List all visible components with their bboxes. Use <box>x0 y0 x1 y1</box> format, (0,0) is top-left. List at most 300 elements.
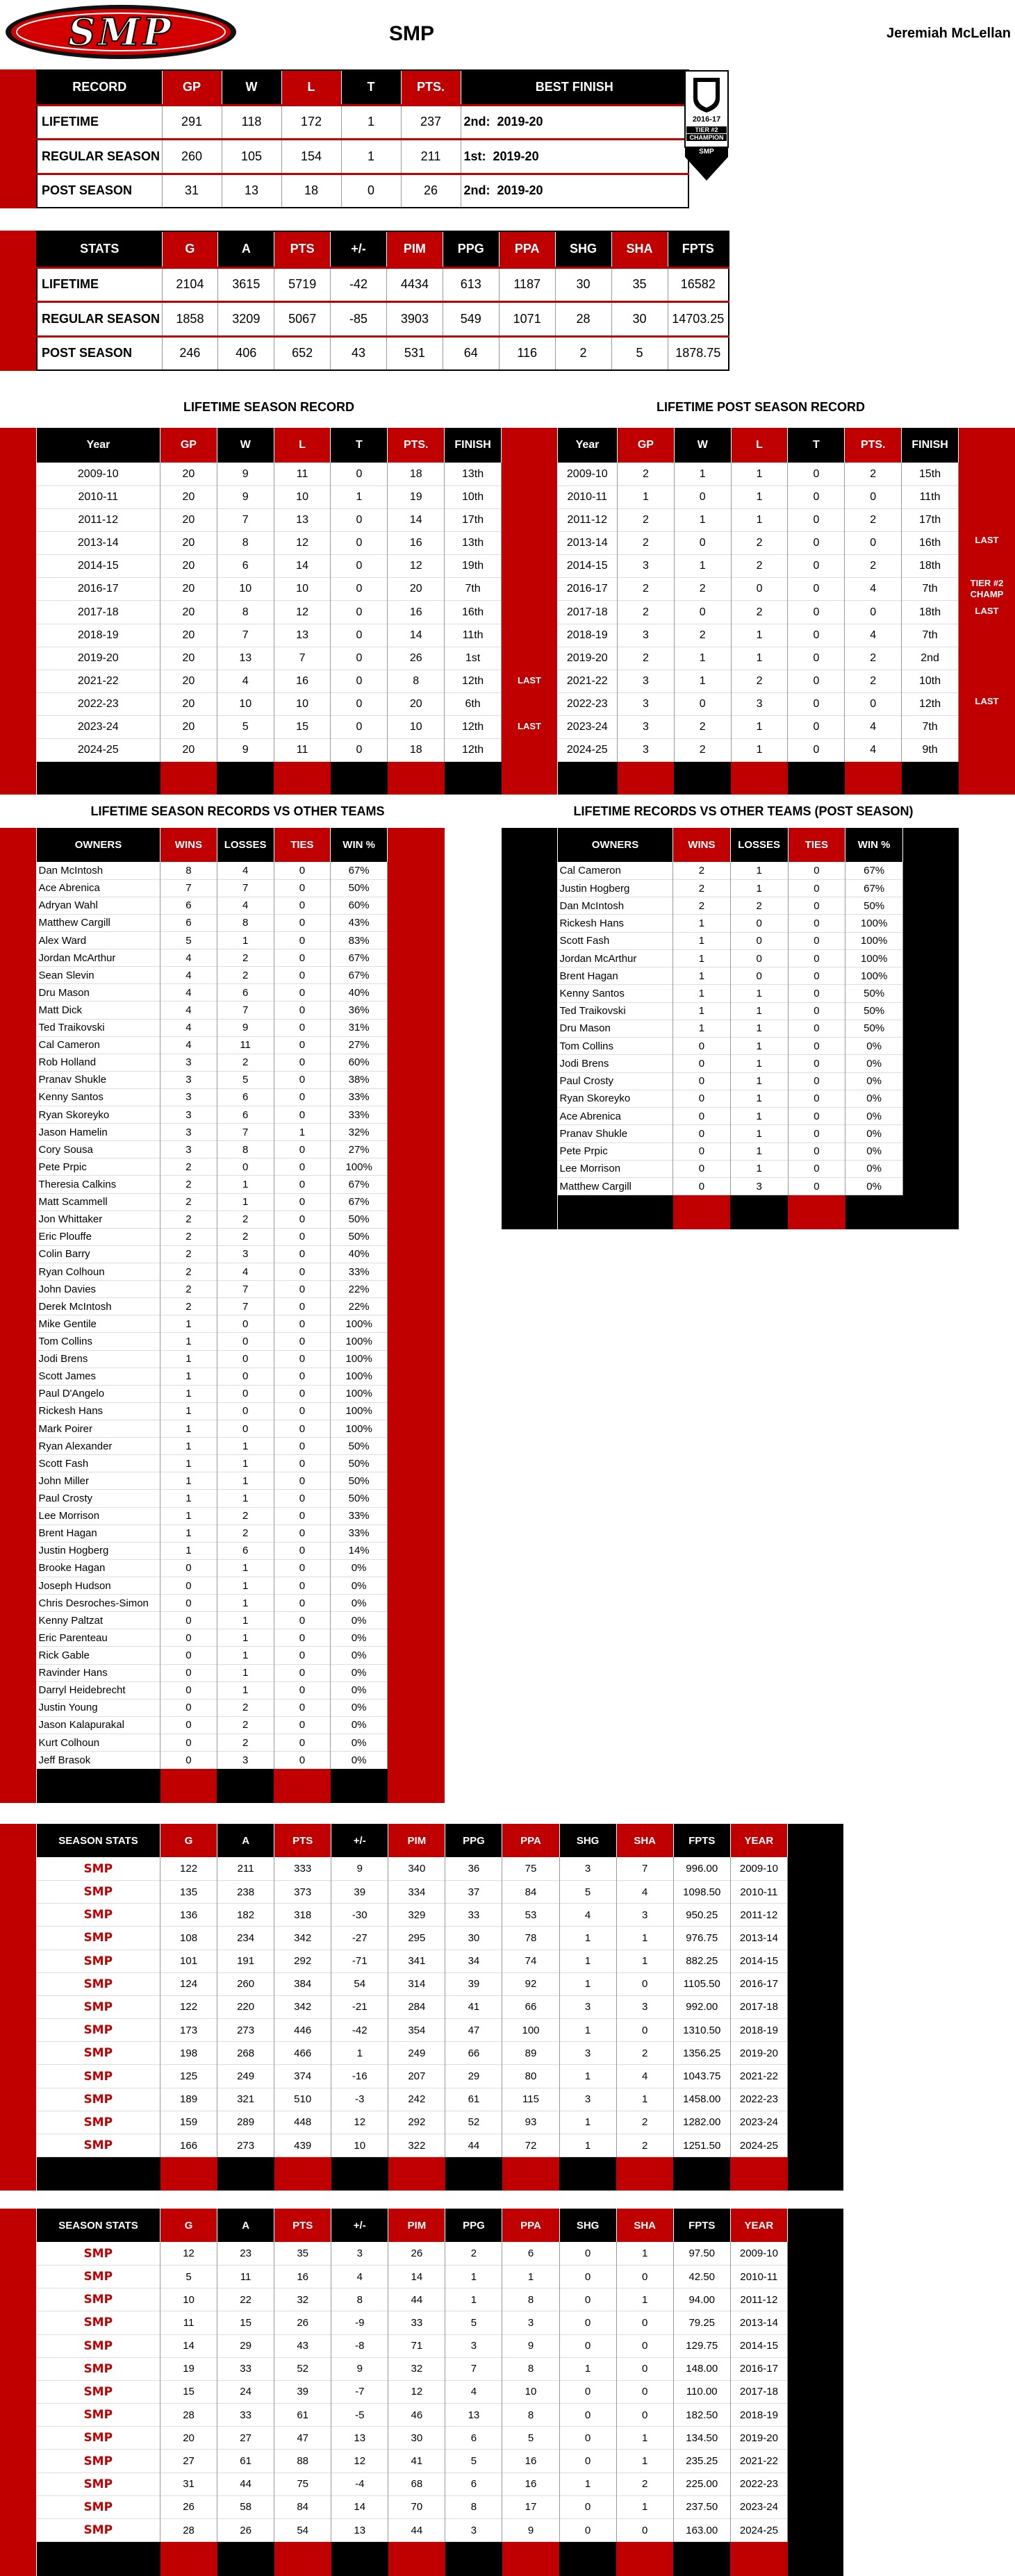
cell-value: 1 <box>730 862 788 879</box>
team-label: SMP <box>37 2265 160 2288</box>
post-season-row <box>558 508 959 531</box>
owner-name: Dan McIntosh <box>558 897 673 915</box>
cell-value: 0 <box>788 1142 845 1160</box>
footer-row <box>37 1769 388 1803</box>
vs-teams-post-title: LIFETIME RECORDS VS OTHER TEAMS (POST SEASON) <box>573 804 914 818</box>
cell-value: 14 <box>160 2334 217 2357</box>
post-stats-row <box>37 2404 788 2427</box>
best-finish-place: 2nd: <box>463 115 490 129</box>
cell-value: 22% <box>331 1281 388 1298</box>
cell-value: 0 <box>217 1402 274 1420</box>
cell-value: 0 <box>788 1090 845 1107</box>
stat-value: 35 <box>611 267 668 302</box>
cell-value: 2 <box>160 1298 217 1315</box>
cell-value: 2014-15 <box>730 2334 787 2357</box>
owner-row <box>37 1612 388 1629</box>
cell-value: 2024-25 <box>730 2134 787 2157</box>
cell-value: 0 <box>217 1350 274 1368</box>
season-stats-row <box>37 2019 788 2042</box>
cell-value: 1 <box>730 1002 788 1020</box>
cell-value: 1 <box>160 1368 217 1385</box>
record-value: 1 <box>341 140 401 174</box>
cell-value: 16 <box>274 2265 331 2288</box>
cell-value: 1 <box>559 2473 616 2495</box>
cell-value: 4 <box>845 739 902 762</box>
cell-value: 2 <box>445 2242 502 2265</box>
stat-value: 116 <box>499 336 555 370</box>
cell-value: 0% <box>331 1559 388 1577</box>
cell-value: 1 <box>559 1972 616 1995</box>
cell-value: 1 <box>160 1542 217 1559</box>
owner-name: Justin Young <box>37 1699 160 1716</box>
cell-value: 19 <box>388 485 445 508</box>
cell-value: 0 <box>274 862 331 879</box>
cell-value: 0 <box>217 1420 274 1438</box>
cell-value: 2 <box>160 1245 217 1263</box>
footer-cell <box>618 762 675 795</box>
cell-value: 2 <box>160 1211 217 1228</box>
cell-value: 0 <box>274 1054 331 1071</box>
cell-value: 0 <box>274 1002 331 1019</box>
cell-value: 0% <box>331 1664 388 1681</box>
cell-value: 54 <box>331 1972 388 1995</box>
team-label: SMP <box>37 2088 160 2111</box>
cell-value: 0 <box>673 1055 731 1072</box>
owner-row <box>558 949 903 967</box>
column-header: LOSSES <box>730 828 788 862</box>
season-year: 2018-19 <box>37 624 160 647</box>
team-label: SMP <box>37 2311 160 2334</box>
cell-value: 8 <box>217 601 274 624</box>
post-stats-row <box>37 2450 788 2473</box>
record-value: 0 <box>341 174 401 208</box>
cell-value: 225.00 <box>673 2473 730 2495</box>
stat-value: 14703.25 <box>668 302 729 337</box>
cell-value: 13 <box>331 2519 388 2542</box>
cell-value: 13 <box>274 624 331 647</box>
column-header: WINS <box>673 828 731 862</box>
stat-value: 3615 <box>218 267 274 302</box>
cell-value: 12th <box>902 692 959 715</box>
season-row <box>37 578 502 601</box>
post-season-row <box>558 624 959 647</box>
cell-value: 0 <box>559 2519 616 2542</box>
column-header: RECORD <box>37 70 162 105</box>
cell-value: 2 <box>618 532 675 555</box>
cell-value: 0 <box>160 1647 217 1664</box>
column-header: PPG <box>445 2209 502 2242</box>
cell-value: 234 <box>217 1927 274 1950</box>
team-label: SMP <box>37 1880 160 1903</box>
cell-value: 1 <box>160 1385 217 1402</box>
cell-value: 1 <box>559 2019 616 2042</box>
cell-value: 0 <box>673 1072 731 1090</box>
cell-value: 29 <box>445 2065 502 2088</box>
cell-value: 84 <box>502 1880 559 1903</box>
cell-value: 50% <box>845 985 903 1002</box>
badge-line1: TIER #2 <box>686 126 727 133</box>
post-stats-right-bar <box>788 2209 843 2576</box>
cell-value: -30 <box>331 1904 388 1927</box>
season-side-label <box>502 577 557 600</box>
owner-name: Kenny Santos <box>558 985 673 1002</box>
cell-value: 0 <box>559 2380 616 2403</box>
cell-value: 31 <box>160 2473 217 2495</box>
record-value: 31 <box>162 174 222 208</box>
cell-value: 1 <box>502 2265 559 2288</box>
team-label: SMP <box>37 2495 160 2518</box>
cell-value: 0 <box>788 532 845 555</box>
cell-value: 27% <box>331 1141 388 1158</box>
cell-value: 1 <box>673 1002 731 1020</box>
cell-value: 20 <box>160 532 217 555</box>
cell-value: 1 <box>217 1664 274 1681</box>
cell-value: 37 <box>445 1880 502 1903</box>
season-row <box>37 555 502 578</box>
cell-value: 3 <box>160 1141 217 1158</box>
cell-value: 249 <box>388 2042 445 2065</box>
cell-value: 0 <box>274 1438 331 1455</box>
cell-value: 1 <box>616 1950 673 1972</box>
cell-value: 10th <box>445 485 502 508</box>
post-season-row <box>558 485 959 508</box>
cell-value: 0 <box>274 1472 331 1490</box>
cell-value: 11th <box>902 485 959 508</box>
cell-value: 20 <box>160 624 217 647</box>
cell-value: 0 <box>331 508 388 531</box>
cell-value: 8 <box>217 1141 274 1158</box>
cell-value: 0 <box>616 2265 673 2288</box>
cell-value: 1 <box>445 2265 502 2288</box>
owner-name: Darryl Heidebrecht <box>37 1681 160 1699</box>
cell-value: 2018-19 <box>730 2019 787 2042</box>
cell-value: 100% <box>331 1158 388 1176</box>
stat-value: 531 <box>387 336 443 370</box>
season-side-label <box>502 531 557 554</box>
owner-name: John Davies <box>37 1281 160 1298</box>
cell-value: 83% <box>331 931 388 949</box>
cell-value: 1 <box>559 2357 616 2380</box>
column-header: YEAR <box>730 1824 787 1857</box>
cell-value: 2 <box>845 555 902 578</box>
post-season-row <box>558 647 959 670</box>
stats-side-bar <box>0 231 36 371</box>
owner-name: Matt Dick <box>37 1002 160 1019</box>
owner-row <box>37 1542 388 1559</box>
cell-value: 2023-24 <box>730 2495 787 2518</box>
owner-name: Justin Hogberg <box>37 1542 160 1559</box>
cell-value: 0 <box>788 915 845 932</box>
post-stats-left-bar <box>0 2209 36 2576</box>
owner-row <box>37 1490 388 1507</box>
cell-value: 17th <box>445 508 502 531</box>
cell-value: 12th <box>445 739 502 762</box>
column-header: FINISH <box>445 428 502 463</box>
cell-value: 0 <box>845 485 902 508</box>
cell-value: 0 <box>788 862 845 879</box>
stat-value: 1187 <box>499 267 555 302</box>
owner-row <box>37 1438 388 1455</box>
cell-value: 2013-14 <box>730 2311 787 2334</box>
cell-value: 1 <box>674 647 731 670</box>
team-label: SMP <box>37 2427 160 2450</box>
owner-row <box>37 1193 388 1211</box>
footer-cell <box>160 762 217 795</box>
owner-name: Ace Abrenica <box>37 879 160 897</box>
cell-value: 0% <box>331 1716 388 1734</box>
cell-value: 5 <box>502 2427 559 2450</box>
team-label: SMP <box>37 1904 160 1927</box>
cell-value: 0 <box>673 1160 731 1177</box>
footer-cell <box>388 762 445 795</box>
cell-value: 6 <box>160 897 217 914</box>
cell-value: 8 <box>160 862 217 879</box>
column-header: SHA <box>616 1824 673 1857</box>
owner-name: Ryan Skoreyko <box>37 1106 160 1124</box>
badge-bottom: SMP <box>699 148 714 156</box>
owner-row <box>37 949 388 967</box>
cell-value: 340 <box>388 1857 445 1880</box>
cell-value: 20 <box>160 739 217 762</box>
cell-value: 9 <box>331 2357 388 2380</box>
cell-value: 8 <box>502 2404 559 2427</box>
column-header: PPG <box>445 1824 502 1857</box>
owner-row <box>37 897 388 914</box>
cell-value: 0% <box>331 1612 388 1629</box>
column-header: WINS <box>160 828 217 862</box>
cell-value: 15 <box>217 2311 274 2334</box>
owner-row <box>37 1734 388 1751</box>
cell-value: 11 <box>217 1036 274 1054</box>
cell-value: 16 <box>388 532 445 555</box>
record-table <box>36 69 689 208</box>
stat-value: 613 <box>443 267 499 302</box>
cell-value: 2 <box>845 463 902 485</box>
footer-row <box>37 2542 788 2576</box>
cell-value: 3 <box>160 1054 217 1071</box>
cell-value: 15 <box>274 716 331 739</box>
badge-line2: CHAMPION <box>686 134 727 141</box>
owner-name: Pete Prpic <box>37 1158 160 1176</box>
cell-value: 0 <box>788 1108 845 1125</box>
cell-value: 2 <box>217 1524 274 1542</box>
stat-value: 1858 <box>162 302 218 337</box>
cell-value: 50% <box>331 1228 388 1245</box>
cell-value: 3 <box>731 692 788 715</box>
cell-value: 0 <box>331 555 388 578</box>
cell-value: 32 <box>274 2288 331 2311</box>
cell-value: 110.00 <box>673 2380 730 2403</box>
post-season-row <box>558 463 959 485</box>
column-header: W <box>674 428 731 463</box>
cell-value: 14 <box>388 508 445 531</box>
cell-value: 0 <box>845 692 902 715</box>
team-label: SMP <box>37 2519 160 2542</box>
cell-value: 0 <box>274 1350 331 1368</box>
cell-value: 3 <box>160 1124 217 1141</box>
cell-value: 0 <box>274 967 331 984</box>
cell-value: 7th <box>902 578 959 601</box>
footer-cell <box>160 1769 217 1803</box>
owner-name: Matthew Cargill <box>37 914 160 931</box>
stat-value: -42 <box>331 267 387 302</box>
stat-value: 30 <box>611 302 668 337</box>
cell-value: 329 <box>388 1904 445 1927</box>
column-header: PIM <box>387 231 443 267</box>
header-row <box>37 1824 788 1857</box>
cell-value: 2 <box>616 2134 673 2157</box>
season-year: 2021-22 <box>558 670 618 692</box>
cell-value: 1 <box>731 463 788 485</box>
cell-value: 1 <box>730 1090 788 1107</box>
owner-name: Sean Slevin <box>37 967 160 984</box>
cell-value: 1 <box>160 1438 217 1455</box>
cell-value: 992.00 <box>673 1995 730 2018</box>
cell-value: 39 <box>331 1880 388 1903</box>
cell-value: 0 <box>673 1108 731 1125</box>
owner-name: Scott Fash <box>37 1455 160 1472</box>
header-row <box>558 828 903 862</box>
cell-value: 0 <box>274 1281 331 1298</box>
cell-value: 2016-17 <box>730 2357 787 2380</box>
cell-value: 0 <box>788 578 845 601</box>
column-header: GP <box>618 428 675 463</box>
cell-value: 8 <box>388 670 445 692</box>
cell-value: 10 <box>331 2134 388 2157</box>
cell-value: 5 <box>217 1071 274 1088</box>
cell-value: 5 <box>217 716 274 739</box>
cell-value: 44 <box>388 2519 445 2542</box>
cell-value: 115 <box>502 2088 559 2111</box>
cell-value: 5 <box>559 1880 616 1903</box>
cell-value: 13 <box>445 2404 502 2427</box>
cell-value: 0% <box>845 1055 903 1072</box>
post-side-last-2: LAST <box>975 606 999 616</box>
cell-value: 4 <box>217 862 274 879</box>
cell-value: -42 <box>331 2019 388 2042</box>
cell-value: 2 <box>618 578 675 601</box>
cell-value: 0 <box>788 647 845 670</box>
cell-value: 3 <box>445 2334 502 2357</box>
owner-row <box>558 985 903 1002</box>
cell-value: 52 <box>274 2357 331 2380</box>
cell-value: 10 <box>160 2288 217 2311</box>
cell-value: 0 <box>274 1019 331 1036</box>
cell-value: 134.50 <box>673 2427 730 2450</box>
owner-name: Alex Ward <box>37 931 160 949</box>
cell-value: 2021-22 <box>730 2065 787 2088</box>
cell-value: 0 <box>274 1752 331 1769</box>
cell-value: 54 <box>274 2519 331 2542</box>
cell-value: 0 <box>673 1177 731 1195</box>
owner-name: Kurt Colhoun <box>37 1734 160 1751</box>
cell-value: 1 <box>217 1176 274 1193</box>
cell-value: 20 <box>160 692 217 715</box>
footer-cell <box>730 2157 787 2191</box>
cell-value: 11 <box>217 2265 274 2288</box>
cell-value: 1 <box>160 1455 217 1472</box>
season-stats-row <box>37 2134 788 2157</box>
cell-value: 9 <box>502 2334 559 2357</box>
owner-row <box>37 1054 388 1071</box>
cell-value: 26 <box>388 2242 445 2265</box>
cell-value: 148.00 <box>673 2357 730 2380</box>
column-header: +/- <box>331 2209 388 2242</box>
cell-value: 40% <box>331 984 388 1002</box>
cell-value: 0 <box>274 914 331 931</box>
cell-value: 273 <box>217 2019 274 2042</box>
cell-value: 1 <box>616 2242 673 2265</box>
cell-value: 0 <box>274 1368 331 1385</box>
cell-value: 3 <box>559 1995 616 2018</box>
owner-row <box>37 1350 388 1368</box>
cell-value: 2018-19 <box>730 2404 787 2427</box>
cell-value: 342 <box>274 1927 331 1950</box>
footer-cell <box>331 2542 388 2576</box>
cell-value: 6 <box>217 1106 274 1124</box>
column-header: LOSSES <box>217 828 274 862</box>
cell-value: 0 <box>274 1559 331 1577</box>
owner-row <box>37 1211 388 1228</box>
season-side-label <box>502 554 557 577</box>
cell-value: 0 <box>559 2288 616 2311</box>
owner-name: Rickesh Hans <box>558 915 673 932</box>
cell-value: 1 <box>731 624 788 647</box>
cell-value: 100% <box>331 1350 388 1368</box>
cell-value: 242 <box>388 2088 445 2111</box>
footer-cell <box>730 1195 788 1229</box>
season-stats-row <box>37 1857 788 1880</box>
footer-cell <box>274 2542 331 2576</box>
cell-value: 373 <box>274 1880 331 1903</box>
owner-row <box>37 1385 388 1402</box>
cell-value: 1 <box>160 1490 217 1507</box>
cell-value: 12 <box>274 601 331 624</box>
cell-value: 11th <box>445 624 502 647</box>
season-row <box>37 532 502 555</box>
owner-row <box>558 1020 903 1037</box>
owner-name: Kenny Paltzat <box>37 1612 160 1629</box>
cell-value: 1 <box>673 1020 731 1037</box>
column-header: T <box>331 428 388 463</box>
cell-value: 374 <box>274 2065 331 2088</box>
cell-value: 446 <box>274 2019 331 2042</box>
cell-value: 44 <box>388 2288 445 2311</box>
column-header: Year <box>37 428 160 463</box>
cell-value: 0 <box>274 1088 331 1106</box>
cell-value: 2010-11 <box>730 1880 787 1903</box>
cell-value: 4 <box>160 1002 217 1019</box>
cell-value: 3 <box>331 2242 388 2265</box>
cell-value: 15th <box>902 463 959 485</box>
record-value: 237 <box>401 105 461 140</box>
cell-value: 23 <box>217 2242 274 2265</box>
cell-value: 100% <box>331 1385 388 1402</box>
vs-teams-table <box>36 828 388 1803</box>
cell-value: 0 <box>331 532 388 555</box>
cell-value: 27 <box>160 2450 217 2473</box>
cell-value: -3 <box>331 2088 388 2111</box>
team-label: SMP <box>37 2357 160 2380</box>
cell-value: 1 <box>674 670 731 692</box>
owner-row <box>37 1664 388 1681</box>
cell-value: 3 <box>618 624 675 647</box>
record-value: 1 <box>341 105 401 140</box>
season-year: 2011-12 <box>558 508 618 531</box>
cell-value: 12 <box>388 2380 445 2403</box>
cell-value: 3 <box>160 1106 217 1124</box>
cell-value: 20 <box>160 601 217 624</box>
